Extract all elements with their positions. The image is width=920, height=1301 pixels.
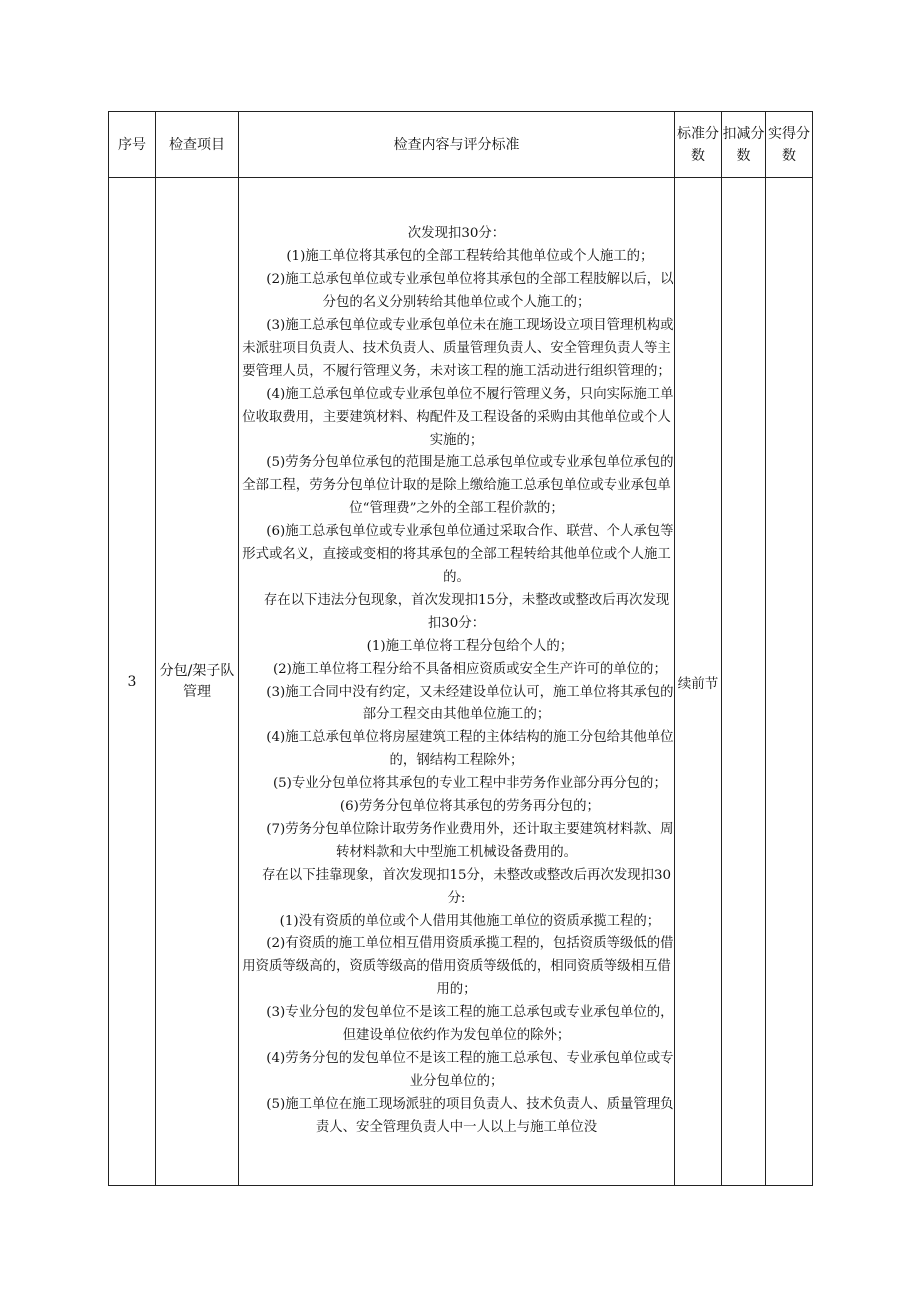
content-paragraph: (4)施工总承包单位或专业承包单位不履行管理义务，只向实际施工单位收取费用，主要建筑材料、构配件及工程设备的采购由其他单位或个人实施的； [242, 386, 674, 448]
content-paragraph: (2)有资质的施工单位相互借用资质承揽工程的，包括资质等级低的借用资质等级高的，资质等级高的借用资质等级低的，相同资质等级相互借用的； [242, 936, 674, 998]
header-actual-score: 实得分数 [766, 112, 813, 178]
content-paragraph: (3)专业分包的发包单位不是该工程的施工总承包或专业承包单位的，但建设单位依约作为发包单位的除外； [266, 1005, 674, 1044]
content-paragraph: 存在以下违法分包现象，首次发现扣15分，未整改或整改后再次发现扣30分： [263, 592, 670, 631]
table-row [109, 178, 813, 1186]
content-paragraph: (2)施工单位将工程分给不具备相应资质或安全生产许可的单位的； [272, 661, 667, 677]
row-check-item: 分包/架子队管理 [156, 178, 239, 1186]
header-deduct-score: 扣减分数 [722, 112, 766, 178]
content-paragraph: (4)劳务分包的发包单位不是该工程的施工总承包、专业承包单位或专业分包单位的； [266, 1051, 674, 1089]
content-paragraph: (6)施工总承包单位或专业承包单位通过采取合作、联营、个人承包等形式或名义，直接或变相的将其承包的全部工程转给其他单位或个人施工的。 [242, 524, 674, 585]
header-check-content: 检查内容与评分标准 [239, 112, 675, 178]
content-paragraph: (1)没有资质的单位或个人借用其他施工单位的资质承揽工程的； [279, 913, 661, 929]
header-seq: 序号 [109, 112, 156, 178]
content-paragraph: (3)施工总承包单位或专业承包单位未在施工现场设立项目管理机构或未派驻项目负责人、技术负责人、质量管理负责人、安全管理负责人等主要管理人员，不履行管理义务，未对该工程的施工活动进行组织管理的； [242, 318, 674, 379]
content-paragraph: (7)劳务分包单位除计取劳务作业费用外，还计取主要建筑材料款、周转材料款和大中型施工机械设备费用的。 [266, 821, 674, 860]
row-seq: 3 [109, 178, 156, 1186]
row-standard-score: 续前节 [675, 178, 722, 1186]
content-paragraph: (5)专业分包单位将其承包的专业工程中非劳务作业部分再分包的； [272, 776, 667, 792]
header-standard-score: 标准分数 [675, 112, 722, 178]
content-paragraph: (2)施工总承包单位或专业承包单位将其承包的全部工程肢解以后，以分包的名义分别转给其他单位或个人施工的； [266, 272, 674, 311]
content-paragraph: (5)劳务分包单位承包的范围是施工总承包单位或专业承包单位承包的全部工程，劳务分包单位计取的是除上缴给施工总承包单位或专业承包单位“管理费”之外的全部工程价款的； [242, 455, 674, 517]
content-paragraph: (4)施工总承包单位将房屋建筑工程的主体结构的施工分包给其他单位的，钢结构工程除外； [266, 730, 674, 769]
content-paragraph: (1)施工单位将工程分包给个人的； [366, 638, 574, 654]
row-check-content [239, 178, 675, 1186]
content-paragraph: 次发现扣30分： [407, 226, 506, 242]
scoring-table [108, 111, 813, 1186]
row-actual-score[interactable] [766, 178, 813, 1186]
content-paragraph: (6)劳务分包单位将其承包的劳务再分包的； [339, 799, 600, 815]
content-paragraph: (5)施工单位在施工现场派驻的项目负责人、技术负责人、质量管理负责人、安全管理负责人中一人以上与施工单位没 [266, 1096, 674, 1135]
header-check-item: 检查项目 [156, 112, 239, 178]
content-paragraph: (1)施工单位将其承包的全部工程转给其他单位或个人施工的； [286, 249, 654, 265]
content-paragraph: (3)施工合同中没有约定，又未经建设单位认可，施工单位将其承包的部分工程交由其他单位施工的； [266, 684, 674, 723]
header-row [109, 112, 813, 178]
row-deduct-score[interactable] [722, 178, 766, 1186]
content-paragraph: 存在以下挂靠现象，首次发现扣15分，未整改或整改后再次发现扣30分: [262, 867, 672, 906]
